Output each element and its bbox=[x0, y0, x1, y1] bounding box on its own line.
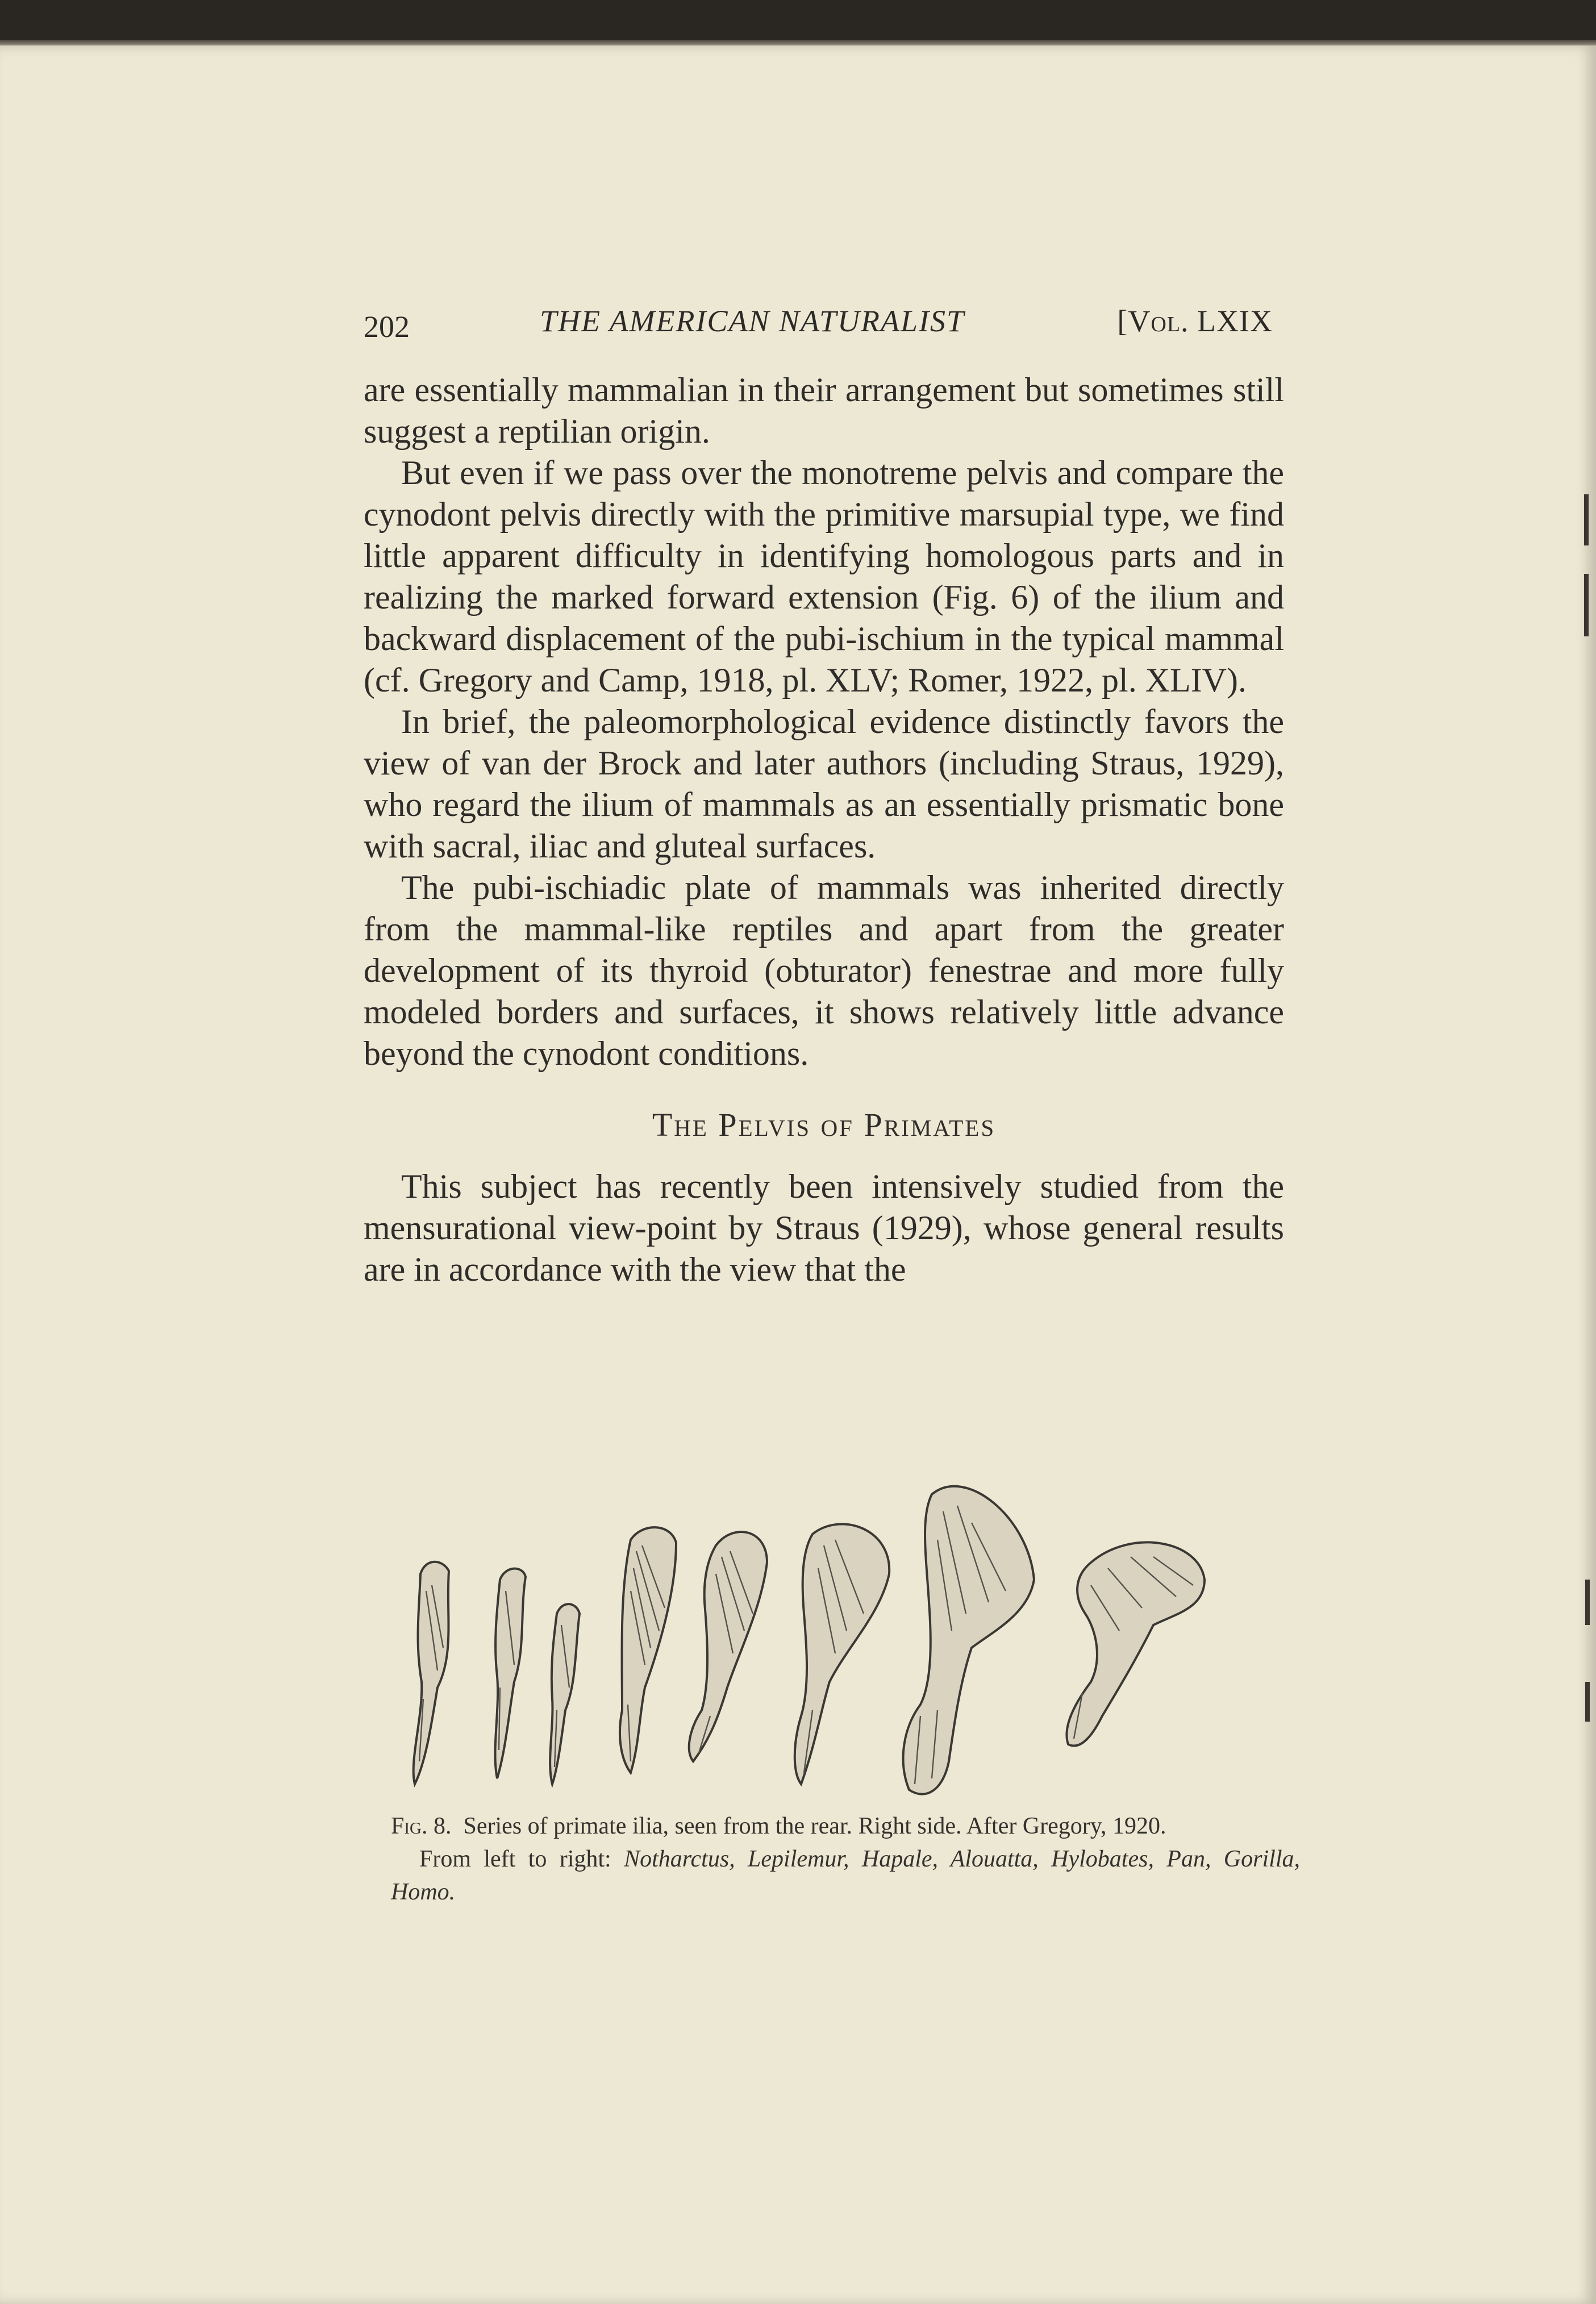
ilium-alouatta bbox=[620, 1527, 676, 1773]
ilia-illustration bbox=[392, 1443, 1307, 1813]
paragraph: This subject has recently been intensively studied from the mensurational view-point by Straus (1929), whose general results are in accordance with the view that the bbox=[364, 1168, 1284, 1288]
caption-genera: Notharctus, Lepilemur, Hapale, Alouatta, Hylobates, Pan, Gorilla, Homo. bbox=[391, 1846, 1300, 1905]
caption-line bbox=[391, 1810, 1300, 1843]
figure-label: Fig. 8. bbox=[391, 1813, 452, 1839]
volume-label: [Vol. LXIX bbox=[1117, 304, 1273, 338]
figure-primate-ilia bbox=[392, 1443, 1307, 1813]
ilium-lepilemur bbox=[495, 1569, 526, 1778]
ilium-hapale bbox=[550, 1604, 580, 1784]
figure-caption bbox=[391, 1810, 1300, 1909]
page-edge-mark bbox=[1585, 1580, 1590, 1625]
page-edge-mark bbox=[1585, 1682, 1590, 1722]
page-number: 202 bbox=[364, 310, 410, 344]
journal-title: THE AMERICAN NATURALIST bbox=[540, 304, 965, 338]
paragraph: But even if we pass over the monotreme pelvis and compare the cynodont pelvis directly with the primitive marsupial type, we find little apparent difficulty in identifying homologous parts and in realizing the marked forward extension (Fig. 6) of the ilium and backward displacement of the pubi-ischium in the typical mammal (cf. Gregory and Camp, 1918, pl. XLV; Romer, 1922, pl. XLIV). bbox=[364, 454, 1284, 699]
ilium-notharctus bbox=[414, 1562, 449, 1784]
paragraph: In brief, the paleomorphological evidence distinctly favors the view of van der Brock and later authors (including Straus, 1929), who regard the ilium of mammals as an essentially prismatic bone with sacral, iliac and gluteal surfaces. bbox=[364, 703, 1284, 865]
paragraph: are essentially mammalian in their arrangement but sometimes still suggest a reptilian origin. bbox=[364, 371, 1284, 450]
ilium-homo bbox=[1066, 1542, 1205, 1745]
caption-text: Series of primate ilia, seen from the rear. Right side. After Gregory, 1920. bbox=[463, 1813, 1166, 1839]
ilium-pan bbox=[795, 1524, 889, 1784]
section-heading: The Pelvis of Primates bbox=[652, 1106, 996, 1143]
caption-genera-line bbox=[391, 1843, 1300, 1909]
page-edge-mark bbox=[1584, 494, 1589, 545]
ilium-gorilla bbox=[903, 1486, 1034, 1794]
ilium-hylobates bbox=[689, 1532, 767, 1761]
paragraph: The pubi-ischiadic plate of mammals was inherited directly from the mammal-like reptiles and apart from the greater development of its thyroid (obturator) fenestrae and more fully modeled borders and surfaces, it shows relatively little advance beyond the cynodont conditions. bbox=[364, 869, 1284, 1072]
page-edge-mark bbox=[1584, 574, 1589, 636]
caption-from-label: From left to right: bbox=[419, 1846, 611, 1872]
body-text bbox=[364, 369, 1284, 1290]
running-header bbox=[364, 301, 1273, 347]
